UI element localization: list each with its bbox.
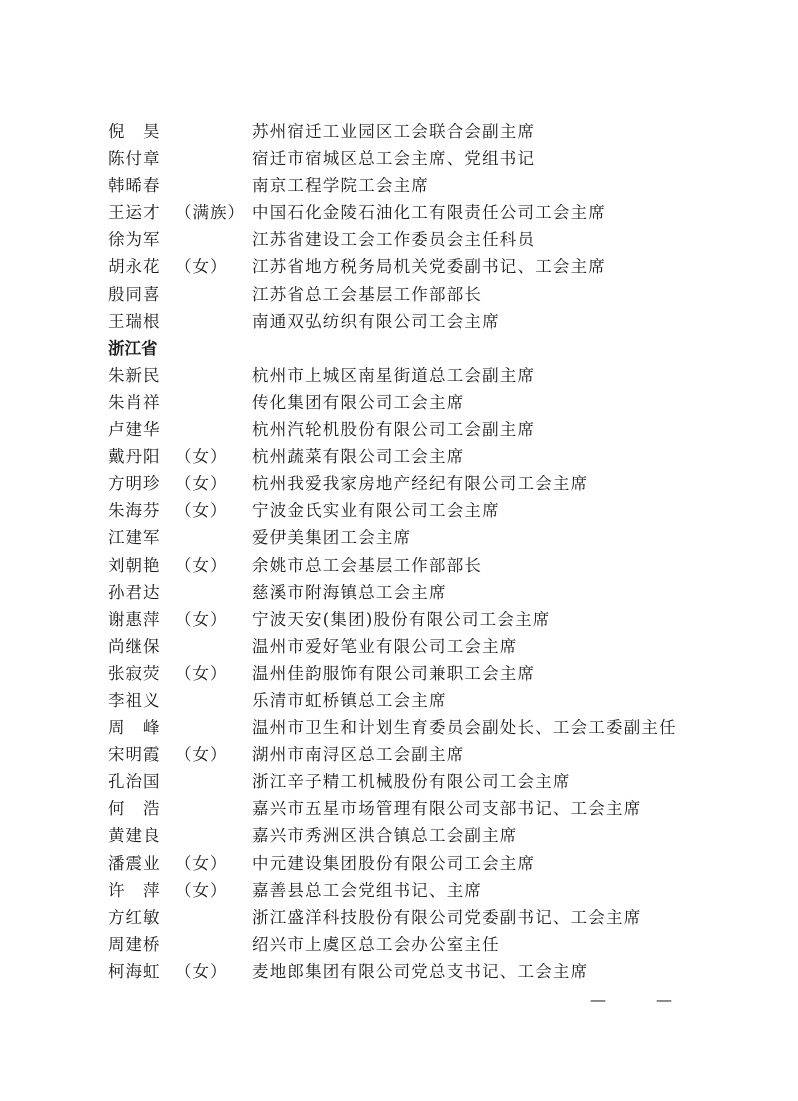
member-name: 殷同喜 bbox=[108, 284, 161, 304]
member-row bbox=[0, 660, 798, 687]
member-name: 方红敏 bbox=[108, 907, 161, 927]
member-title: 浙江辛子精工机械股份有限公司工会主席 bbox=[252, 772, 571, 792]
member-title: 宁波天安(集团)股份有限公司工会主席 bbox=[252, 609, 551, 629]
member-row bbox=[0, 714, 798, 741]
member-title: 传化集团有限公司工会主席 bbox=[252, 392, 465, 412]
member-row bbox=[0, 552, 798, 579]
member-row bbox=[0, 172, 798, 199]
member-title: 江苏省地方税务局机关党委副书记、工会主席 bbox=[252, 257, 606, 277]
page-dash-right: — bbox=[656, 990, 672, 1009]
member-row bbox=[0, 443, 798, 470]
section-heading bbox=[0, 335, 798, 362]
member-name: 倪 昊 bbox=[108, 122, 161, 141]
member-name: 陈付章 bbox=[108, 149, 161, 169]
member-title: 嘉善县总工会党组书记、主席 bbox=[252, 880, 483, 900]
member-name: 尚继保 bbox=[108, 636, 161, 656]
member-row bbox=[0, 768, 798, 795]
member-note: （满族） bbox=[175, 203, 245, 223]
member-name: 孙君达 bbox=[108, 582, 161, 602]
member-name: 柯海虹 bbox=[108, 961, 161, 981]
member-row bbox=[0, 931, 798, 958]
member-row bbox=[0, 416, 798, 443]
member-note: （女） bbox=[175, 663, 228, 683]
member-name: 江建军 bbox=[108, 528, 161, 548]
member-name: 何 浩 bbox=[108, 799, 161, 819]
member-title: 爱伊美集团工会主席 bbox=[252, 528, 412, 548]
member-name: 朱海芬 bbox=[108, 501, 161, 521]
member-title: 温州佳韵服饰有限公司兼职工会主席 bbox=[252, 663, 536, 683]
member-row bbox=[0, 470, 798, 497]
member-name: 方明珍 bbox=[108, 474, 161, 494]
member-title: 杭州我爱我家房地产经纪有限公司工会主席 bbox=[252, 474, 589, 494]
member-row bbox=[0, 253, 798, 280]
member-title: 江苏省建设工会工作委员会主任科员 bbox=[252, 230, 536, 250]
member-note: （女） bbox=[175, 447, 228, 467]
page-number bbox=[590, 990, 672, 1009]
member-row bbox=[0, 118, 798, 145]
member-name: 朱肖祥 bbox=[108, 392, 161, 412]
member-row bbox=[0, 633, 798, 660]
member-title: 苏州宿迁工业园区工会联合会副主席 bbox=[252, 122, 536, 141]
member-row bbox=[0, 308, 798, 335]
member-title: 宿迁市宿城区总工会主席、党组书记 bbox=[252, 149, 536, 169]
member-title: 绍兴市上虞区总工会办公室主任 bbox=[252, 934, 500, 954]
member-title: 中国石化金陵石油化工有限责任公司工会主席 bbox=[252, 203, 606, 223]
member-name: 韩晞春 bbox=[108, 176, 161, 196]
member-name: 刘朝艳 bbox=[108, 555, 161, 575]
member-row bbox=[0, 687, 798, 714]
member-row bbox=[0, 579, 798, 606]
member-row bbox=[0, 281, 798, 308]
member-name: 许 萍 bbox=[108, 880, 161, 900]
member-name: 李祖义 bbox=[108, 690, 161, 710]
section-title: 浙江省 bbox=[108, 338, 158, 358]
member-title: 嘉兴市秀洲区洪合镇总工会副主席 bbox=[252, 826, 518, 846]
member-row bbox=[0, 606, 798, 633]
member-title: 杭州蔬菜有限公司工会主席 bbox=[252, 447, 465, 467]
member-name: 周 峰 bbox=[108, 718, 161, 738]
member-row bbox=[0, 958, 798, 985]
member-row bbox=[0, 877, 798, 904]
member-title: 湖州市南浔区总工会副主席 bbox=[252, 745, 465, 765]
member-name: 卢建华 bbox=[108, 420, 161, 440]
member-list bbox=[0, 118, 798, 985]
member-name: 徐为军 bbox=[108, 230, 161, 250]
member-title: 温州市卫生和计划生育委员会副处长、工会工委副主任 bbox=[252, 718, 677, 738]
member-title: 江苏省总工会基层工作部部长 bbox=[252, 284, 483, 304]
member-name: 张寂荧 bbox=[108, 663, 161, 683]
member-row bbox=[0, 389, 798, 416]
member-note: （女） bbox=[175, 961, 228, 981]
member-name: 王运才 bbox=[108, 203, 161, 223]
member-note: （女） bbox=[175, 474, 228, 494]
member-note: （女） bbox=[175, 501, 228, 521]
member-title: 宁波金氏实业有限公司工会主席 bbox=[252, 501, 500, 521]
member-row bbox=[0, 850, 798, 877]
member-name: 谢惠萍 bbox=[108, 609, 161, 629]
member-name: 潘震业 bbox=[108, 853, 161, 873]
member-title: 慈溪市附海镇总工会主席 bbox=[252, 582, 447, 602]
member-title: 南通双弘纺织有限公司工会主席 bbox=[252, 311, 500, 331]
member-row bbox=[0, 795, 798, 822]
member-name: 周建桥 bbox=[108, 934, 161, 954]
member-name: 胡永花 bbox=[108, 257, 161, 277]
member-row bbox=[0, 362, 798, 389]
member-note: （女） bbox=[175, 745, 228, 765]
member-title: 南京工程学院工会主席 bbox=[252, 176, 429, 196]
member-row bbox=[0, 741, 798, 768]
member-name: 孔治国 bbox=[108, 772, 161, 792]
member-title: 杭州汽轮机股份有限公司工会副主席 bbox=[252, 420, 536, 440]
member-name: 宋明霞 bbox=[108, 745, 161, 765]
member-name: 王瑞根 bbox=[108, 311, 161, 331]
member-name: 朱新民 bbox=[108, 365, 161, 385]
member-note: （女） bbox=[175, 609, 228, 629]
member-name: 黄建良 bbox=[108, 826, 161, 846]
member-title: 杭州市上城区南星街道总工会副主席 bbox=[252, 365, 536, 385]
member-row bbox=[0, 822, 798, 849]
member-row bbox=[0, 524, 798, 551]
member-row bbox=[0, 226, 798, 253]
member-row bbox=[0, 497, 798, 524]
member-note: （女） bbox=[175, 880, 228, 900]
member-row bbox=[0, 145, 798, 172]
member-title: 浙江盛洋科技股份有限公司党委副书记、工会主席 bbox=[252, 907, 642, 927]
member-title: 麦地郎集团有限公司党总支书记、工会主席 bbox=[252, 961, 589, 981]
member-title: 嘉兴市五星市场管理有限公司支部书记、工会主席 bbox=[252, 799, 642, 819]
member-title: 乐清市虹桥镇总工会主席 bbox=[252, 690, 447, 710]
member-name: 戴丹阳 bbox=[108, 447, 161, 467]
member-row bbox=[0, 904, 798, 931]
member-row bbox=[0, 199, 798, 226]
member-title: 余姚市总工会基层工作部部长 bbox=[252, 555, 483, 575]
member-title: 温州市爱好笔业有限公司工会主席 bbox=[252, 636, 518, 656]
member-note: （女） bbox=[175, 853, 228, 873]
member-note: （女） bbox=[175, 555, 228, 575]
page-dash-left: — bbox=[590, 990, 606, 1009]
member-note: （女） bbox=[175, 257, 228, 277]
member-title: 中元建设集团股份有限公司工会主席 bbox=[252, 853, 536, 873]
